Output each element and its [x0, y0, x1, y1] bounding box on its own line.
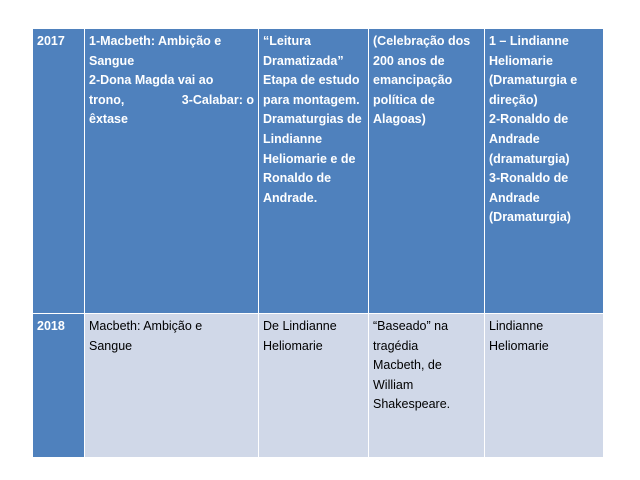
credits-line: Andrade: [489, 190, 540, 205]
works-line-part: 3-Calabar: o: [181, 92, 254, 107]
year-cell: [33, 29, 85, 314]
description-cell: [259, 29, 369, 314]
works-line: Macbeth: Ambição e: [89, 319, 203, 333]
credits-line: (Dramaturgia): [489, 210, 571, 225]
description-line: Etapa de estudo: [263, 73, 360, 88]
works-line: Sangue: [89, 53, 135, 68]
works-line: 2-Dona Magda vai ao: [89, 73, 214, 88]
description-line: Ronaldo de: [263, 171, 332, 186]
credits-line: Heliomarie: [489, 338, 549, 353]
credits-line: Andrade: [489, 131, 540, 146]
credits-line: (Dramaturgia e: [489, 73, 578, 88]
context-line: Macbeth, de: [373, 358, 442, 373]
context-cell: [369, 314, 485, 458]
productions-table: [32, 28, 604, 458]
description-line: Andrade.: [263, 190, 318, 205]
credits-line: Lindianne: [489, 319, 544, 333]
description-line: Dramaturgias de: [263, 112, 362, 127]
context-line: (Celebração dos: [373, 34, 471, 48]
works-line-part: trono,: [89, 92, 125, 107]
table-row-2017: [33, 29, 604, 314]
description-line: Heliomarie e de: [263, 151, 356, 166]
credits-line: 2-Ronaldo de: [489, 112, 569, 127]
credits-line: 1 – Lindianne: [489, 34, 569, 48]
description-line: Heliomarie: [263, 338, 323, 353]
credits-line: Heliomarie: [489, 53, 553, 68]
description-line: Dramatizada”: [263, 53, 344, 68]
works-cell: [85, 29, 259, 314]
context-cell: [369, 29, 485, 314]
credits-line: (dramaturgia): [489, 151, 570, 166]
works-line: Sangue: [89, 338, 133, 353]
works-cell: [85, 314, 259, 458]
table-row-2018: [33, 314, 604, 458]
credits-cell: [485, 29, 604, 314]
year-label: 2018: [37, 319, 65, 333]
description-cell: [259, 314, 369, 458]
context-line: política de: [373, 92, 435, 107]
context-line: emancipação: [373, 73, 453, 88]
context-line: Shakespeare.: [373, 397, 451, 412]
credits-cell: [485, 314, 604, 458]
context-line: “Baseado” na: [373, 319, 449, 333]
context-line: Alagoas): [373, 112, 426, 127]
description-line: “Leitura: [263, 34, 311, 48]
description-line: De Lindianne: [263, 319, 337, 333]
works-line: êxtase: [89, 112, 128, 127]
works-line: 1-Macbeth: Ambição e: [89, 34, 222, 48]
works-line-split: [89, 91, 254, 111]
context-line: tragédia: [373, 338, 419, 353]
context-line: William: [373, 377, 414, 392]
credits-line: direção): [489, 92, 538, 107]
description-line: para montagem.: [263, 92, 360, 107]
year-cell: [33, 314, 85, 458]
year-label: 2017: [37, 34, 65, 48]
credits-line: 3-Ronaldo de: [489, 171, 569, 186]
description-line: Lindianne: [263, 131, 323, 146]
context-line: 200 anos de: [373, 53, 445, 68]
